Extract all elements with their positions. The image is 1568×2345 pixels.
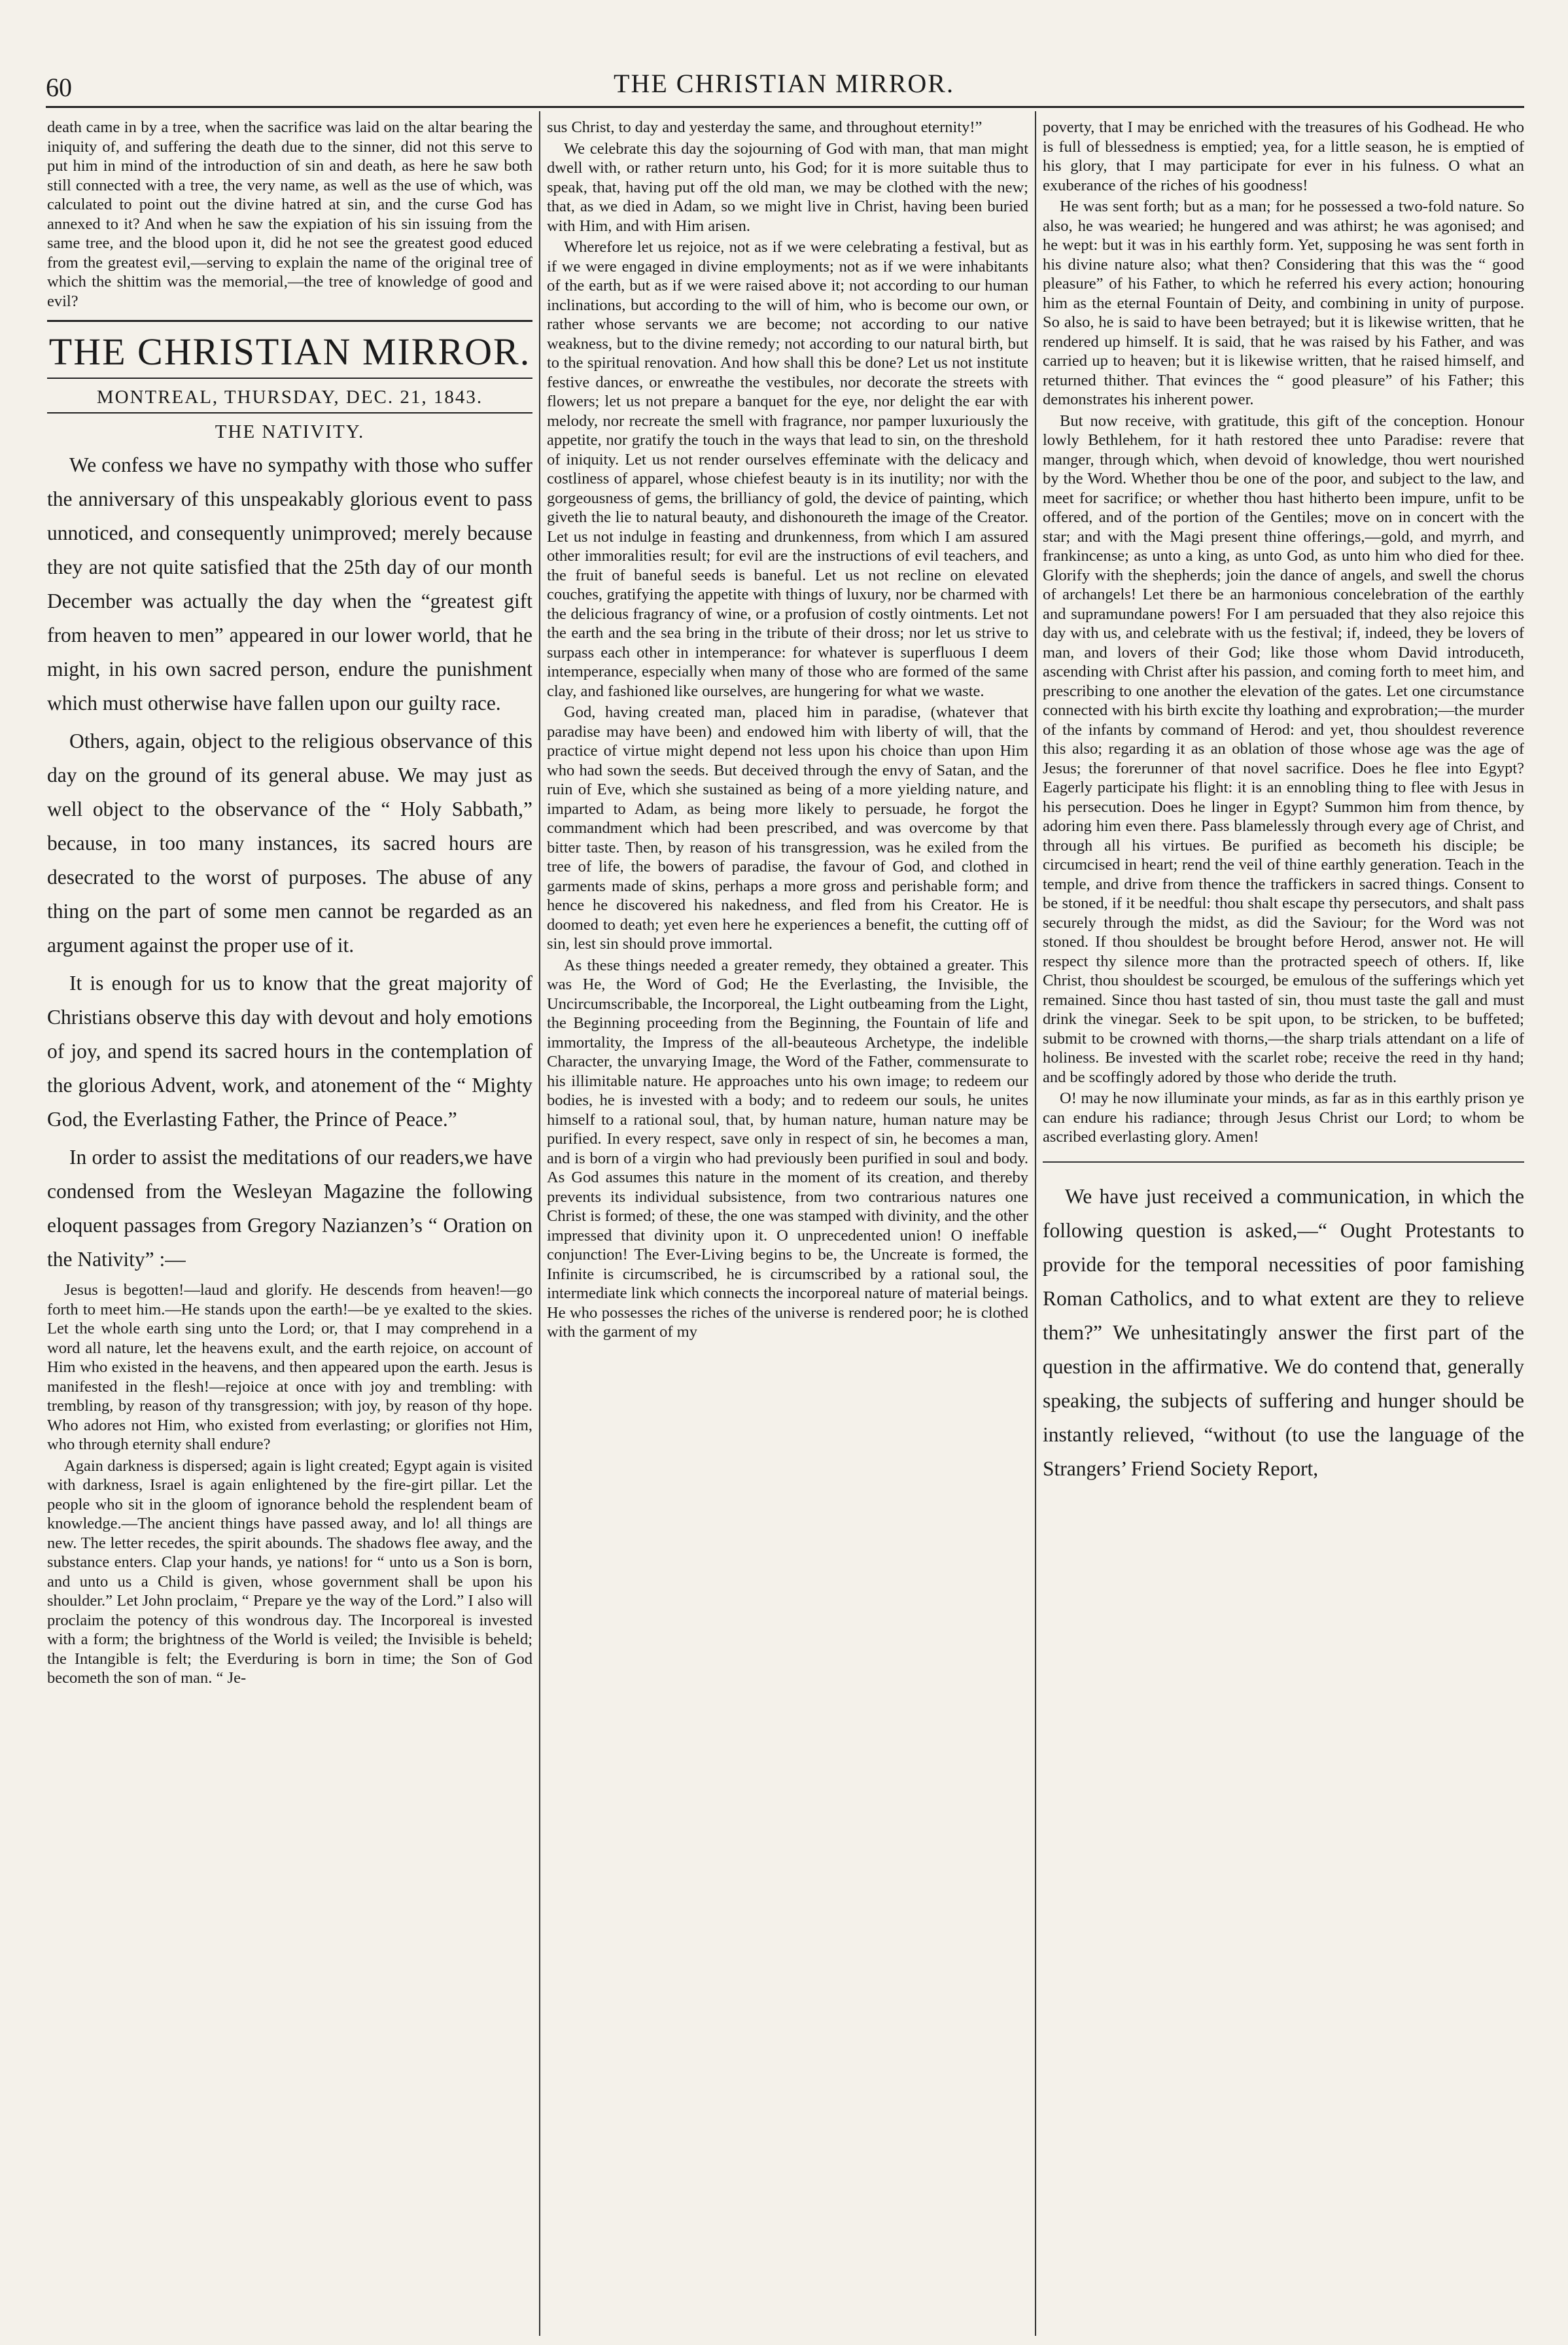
paragraph: As these things needed a greater remedy, they obtained a greater. This was He, the Word of God; He the Everlasting, the Invisible, the Uncircumscribable, the Incorporeal, the Light outbeaming from the Light, the Beginning proceeding from the Beginning, the Fountain of life and immortality, the Impress of the all-beauteous Archetype, the indelible Character, the unvarying Image, the Word of the Father, commensurate to his illimitable nature. He approaches unto his own image; to redeem our bodies, he is invested with a body; and to redeem our souls, he unites himself to a rational soul, that, by human nature, human nature may be purified. In every respect, save only in respect of sin, he becomes a man, and is born of a virgin who had previously been purified in soul and body. As God assumes this nature in the moment of its creation, and thereby prevents its individual subsistence, from two contrarious natures one Christ is formed; of these, the one was stamped with divinity, and the other impressed that divinity upon it. O unprecedented union! O ineffable conjunction! The Ever-Living begins to be, the Uncreate is formed, the Infinite is circumscribed, he is circumscribed by a rational soul, the intermediate link which connects the incorporeal nature of material beings. He who possesses the riches of the universe is rendered poor; he is clothed with the garment of my xyxy=(547,956,1028,1341)
column-divider xyxy=(1035,111,1036,2336)
paragraph: God, having created man, placed him in paradise, (whatever that paradise may have been) and endowed him with liberty of will, that the practice of virtue might depend not less upon his choice than upon Him who had sown the seeds. But deceived through the envy of Satan, and the ruin of Eve, which she sustained as being of a more yielding nature, and imparted to Adam, as being more likely to persuade, he forgot the commandment which had been prescribed, and was overcome by that bitter taste. Then, by reason of his transgression, was he exiled from the tree of life, the bowers of paradise, the favour of God, and clothed in garments made of skins, perhaps a more gross and perishable form; and hence he discovered his nakedness, and fled from his Creator. He is doomed to death; yet even here he experiences a benefit, the cutting off of sin, lest sin should prove immortal. xyxy=(547,703,1028,953)
paragraph: sus Christ, to day and yesterday the same, and throughout eternity!” xyxy=(547,118,983,136)
continued-text xyxy=(47,118,532,311)
header-rule xyxy=(46,106,1524,108)
masthead: THE CHRISTIAN MIRROR. xyxy=(48,330,531,373)
column-2 xyxy=(547,118,1028,2336)
dateline-rule xyxy=(47,412,532,414)
masthead-rule xyxy=(47,320,532,322)
paragraph: O! may he now illuminate your minds, as far as in this earthly prison ye can endure his radiance; through Jesus Christ our Lord; to whom be ascribed everlasting glory. Amen! xyxy=(1043,1089,1524,1146)
paragraph: death came in by a tree, when the sacrifice was laid on the altar bearing the iniquity of, and suffering the death due to the sinner, did not this serve to put him in mind of the introduction of sin and death, as here he saw both still connected with a tree, the very name, as well as the use of which, was calculated to point out the divine hatred at sin, and the curse God has annexed to it? And when he saw the expiation of his sin issuing from the same tree, and the blood upon it, did he not see the greatest good educed from the greatest evil,—serving to explain the name of the original tree of which the shittim was the memorial,—the tree of knowledge of good and evil? xyxy=(47,118,532,310)
column-3 xyxy=(1043,118,1524,2336)
masthead-rule xyxy=(47,378,532,379)
page-number: 60 xyxy=(46,73,72,102)
paragraph: But now receive, with gratitude, this gift of the conception. Honour lowly Bethlehem, for it hath restored thee unto Paradise: revere that manger, through which, when devoid of knowledge, thou wert nourished by the Word. Whether thou be one of the poor, and subject to the law, and meet for sacrifice; or whether thou hast hitherto been impure, unfit to be offered, and of the portion of the Gentiles; move on in concert with the star; and with the Magi present thine offerings,—gold, and myrrh, and frankincense; as unto a king, as unto God, as unto him who died for thee. Glorify with the shepherds; join the dance of angels, and swell the chorus of archangels! Let there be an harmonious concelebration of the earthly and supramundane powers! For I am persuaded that they also rejoice this day with us, and celebrate with us the festival; if, indeed, they be lovers of man, and lovers of their God; like those whom David introduceth, ascending with Christ after his passion, and coming forth to meet him, and prescribing to one another the elevation of the gates. Let one circumstance connected with his birth excite thy loathing and exprobration;—the murder of the infants by command of Herod: and yet, thou shouldest reverence this also; regarding it as an oblation of those whose age was the age of Jesus; the forerunner of that novel sacrifice. Does he flee into Egypt? Eagerly participate his flight: it is an ennobling thing to flee with Jesus in his persecution. Does he linger in Egypt? Summon him from thence, by adoring him even there. Pass blamelessly through every age of Christ, and through all his virtues. Be purified as becometh his disciple; be circumcised in heart; rend the veil of thine earthly generation. Teach in the temple, and drive from thence the traffickers in sacred things. Consent to be stoned, if it be needful: thou shalt escape thy persecutors, and shalt pass securely through the midst, as did the Saviour; for the Word was not stoned. If thou shouldest be brought before Herod, answer not. He will respect thy silence more than the protracted speech of others. If, like Christ, thou shouldest be scourged, be emulous of the sufferings which yet remained. Since thou hast tasted of sin, thou must taste the gall and must drink the vinegar. Seek to be spit upon, to be stricken, to be buffeted; submit to be crowned with thorns,—the sharp trials attendant on a life of holiness. Be invested with the scarlet robe; receive the reed in thy hand; and be scoffingly adored by those who deride the truth. xyxy=(1043,412,1524,1086)
editorial-text xyxy=(1043,1180,1524,1486)
column-1 xyxy=(47,118,532,2336)
paragraph: Jesus is begotten!—laud and glorify. He descends from heaven!—go forth to meet him.—He stands upon the earth!—be ye exalted to the skies. Let the whole earth sing unto the Lord; or, that I may comprehend in a word all nature, let the heavens exult, and the earth rejoice, on account of Him who existed in the heavens, and then appeared upon the earth. Jesus is manifested in the flesh!—rejoice at once with joy and trembling: with trembling, by reason of thy transgression; with joy, by reason of thy hope. Who adores not Him, who existed from everlasting; or glorifies not Him, who through eternity shall endure? xyxy=(47,1281,532,1453)
paragraph: We have just received a communication, in which the following question is asked,—“ Ought Protestants to provide for the temporal necessities of poor famishing Roman Catholics, and to what extent are they to relieve them?” We unhesitatingly answer the first part of the question in the affirmative. We do contend that, generally speaking, the subjects of suffering and hunger should be instantly relieved, “without (to use the language of the Strangers’ Friend Society Report, xyxy=(1043,1184,1524,1480)
paragraph: We celebrate this day the sojourning of God with man, that man might dwell with, or rather return unto, his God; for it is more suitable thus to speak, that, having put off the old man, we may be clothed with the new; that, as we died in Adam, so we might live in Christ, having been buried with Him, and with Him arisen. xyxy=(547,139,1028,235)
column-divider xyxy=(539,111,540,2336)
paragraph: poverty, that I may be enriched with the treasures of his Godhead. He who is full of blessedness is emptied; yea, for a little season, he is emptied of his glory, that I may participate for ever in his fulness. O what an exuberance of the riches of his goodness! xyxy=(1043,118,1524,194)
editorial-text xyxy=(47,448,532,1277)
running-head: THE CHRISTIAN MIRROR. xyxy=(614,69,954,98)
oration-text xyxy=(1043,118,1524,1147)
paragraph: Again darkness is dispersed; again is light created; Egypt again is visited with darkness, Israel is again enlightened by the fire-girt pillar. Let the people who sit in the gloom of ignorance behold the resplendent beam of knowledge.—The ancient things have passed away, and lo! all things are new. The letter recedes, the spirit abounds. The shadows flee away, and the substance enters. Clap your hands, ye nations! for “ unto us a Son is born, and unto us a Child is given, whose government shall be upon his shoulder.” Let John proclaim, “ Prepare ye the way of the Lord.” I also will proclaim the potency of this wondrous day. The Incorporeal is invested with a form; the brightness of the World is veiled; the Invisible is beheld; the Intangible is felt; the Everduring is born in time; the Son of God becometh the son of man. “ Je- xyxy=(47,1456,532,1687)
paragraph: In order to assist the meditations of our readers,we have condensed from the Wesleyan Magazine the following eloquent passages from Gregory Nazianzen’s “ Oration on the Nativity” :— xyxy=(47,1146,532,1271)
oration-text xyxy=(47,1280,532,1688)
article-title: THE NATIVITY. xyxy=(215,421,365,442)
paragraph: Others, again, object to the religious observance of this day on the ground of its general abuse. We may just as well object to the observance of the “ Holy Sabbath,” because, in too many instances, its sacred hours are desecrated to the worst of purposes. The abuse of any thing on the part of some men cannot be regarded as an argument against the proper use of it. xyxy=(47,730,532,957)
paragraph: He was sent forth; but as a man; for he possessed a two-fold nature. So also, he was wearied; he hungered and was athirst; he was agonised; and he wept: but it was in his earthly form. Yet, supposing he was sent forth in his divine nature also; what then? Considering that this was the “ good pleasure” of his Father, to which he referred his every action; honouring him as the eternal Fountain of Deity, and combining in unity of purpose. So also, he is said to have been betrayed; but it is likewise written, that he rendered up himself. It is said, that he was raised by his Father, and was carried up to heaven; but it is likewise written, that he raised himself, and returned thither. That evinces the “ good pleasure” of his Father; this demonstrates his inherent power. xyxy=(1043,198,1524,408)
paragraph: It is enough for us to know that the great majority of Christians observe this day with devout and holy emotions of joy, and spend its sacred hours in the contemplation of the glorious Advent, work, and atonement of the “ Mighty God, the Everlasting Father, the Prince of Peace.” xyxy=(47,972,532,1131)
dateline: MONTREAL, THURSDAY, DEC. 21, 1843. xyxy=(96,387,483,408)
paragraph: We confess we have no sympathy with those who suffer the anniversary of this unspeakably glorious event to pass unnoticed, and consequently unimproved; merely because they are not quite satisfied that the 25th day of our month December was actually the day when the “greatest gift from heaven to men” appeared in our lower world, that he might, in his own sacred person, endure the punishment which must otherwise have fallen upon our guilty race. xyxy=(47,453,532,714)
section-rule xyxy=(1043,1161,1524,1163)
paragraph: Wherefore let us rejoice, not as if we were celebrating a festival, but as if we were engaged in divine employments; not as if we were inhabitants of the earth, but as if we were raised above it; not according to our human inclinations, but according to the will of him, who is become our own, or rather whose servants we are become; not according to our native weakness, but to the divine remedy; not according to our natural birth, but to the spiritual renovation. And how shall this be done? Let us not institute festive dances, or enwreathe the vestibules, nor decorate the streets with flowers; let us not prepare a banquet for the eye, nor delight the ear with melody, nor recreate the smell with fragrance, nor pamper luxuriously the appetite, nor gratify the touch in the ways that lead to sin, on the threshold of iniquity. Let us not render ourselves effeminate with the delicacy and costliness of apparel, whose chiefest beauty is in its inutility; nor with the gorgeousness of gems, the brilliancy of gold, the device of painting, which giveth the lie to natural beauty, and dishonoureth the image of the Creator. Let us not indulge in feasting and drunkenness, from which I am assured other immoralities result; for evil are the instructions of evil teachers, and the fruit of baneful seeds is baneful. Let us not recline on elevated couches, gratifying the appetite with things of luxury, nor be charmed with the delicious fragrancy of wine, or a profusion of costly ointments. Let not the earth and the sea bring in the tribute of their dross; nor let us strive to surpass each other in intemperance: for whatever is superfluous I deem intemperance, especially when many of those who are formed of the same clay, and fashioned like ourselves, are hungering for what we waste. xyxy=(547,238,1028,700)
